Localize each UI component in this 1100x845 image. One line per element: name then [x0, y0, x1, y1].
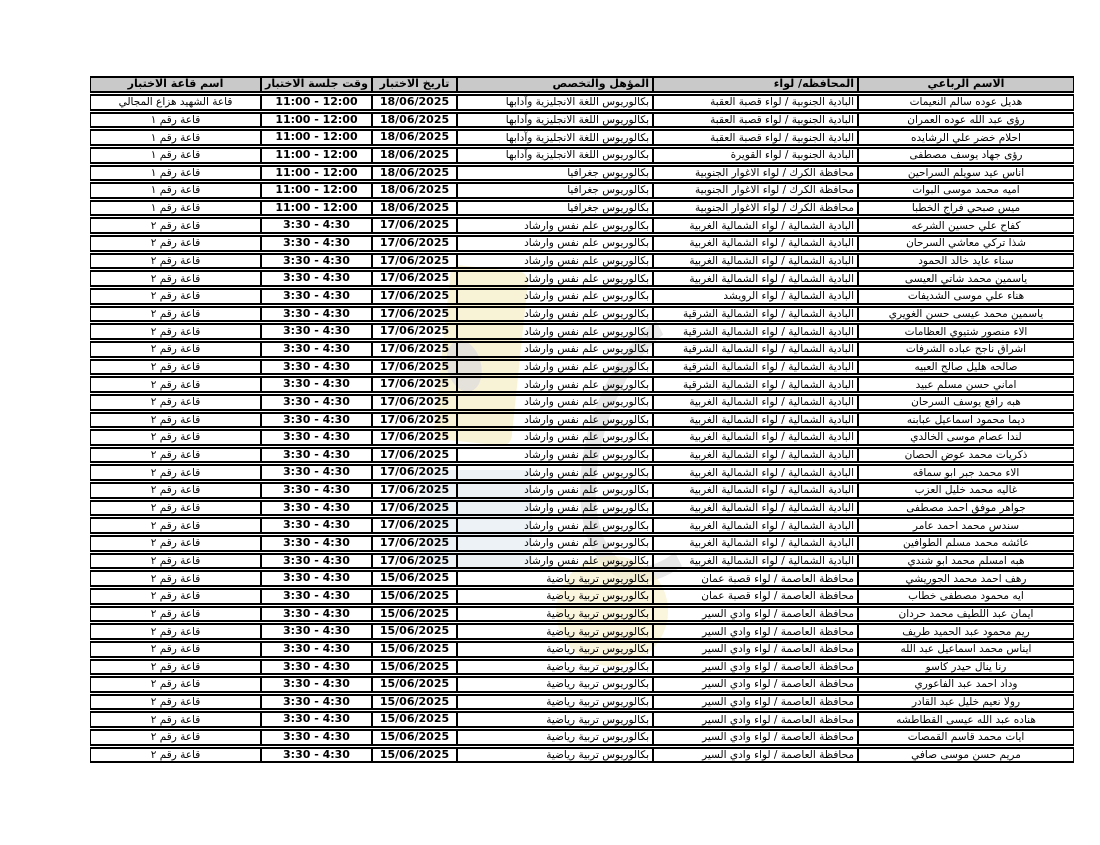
cell-qualification: بكالوريوس علم نفس وارشاد	[457, 553, 653, 570]
cell-hall: قاعة رقم ١	[90, 112, 261, 129]
cell-name: سناء عايد خالد الحمود	[858, 253, 1074, 270]
table-row	[90, 729, 1074, 746]
column-header-exam-date: تاريخ الاختبار	[372, 76, 457, 93]
cell-exam-date: 17/06/2025	[372, 482, 457, 499]
cell-exam-time: 11:00 - 12:00	[261, 129, 372, 146]
cell-exam-time: 3:30 - 4:30	[261, 606, 372, 623]
cell-name: رنا ينال حيدر كاسو	[858, 659, 1074, 676]
table-row	[90, 641, 1074, 658]
cell-name: لندا عصام موسى الخالدي	[858, 429, 1074, 446]
cell-governorate: محافظة العاصمة / لواء وادي السير	[653, 606, 858, 623]
cell-governorate: البادية الشمالية / لواء الشمالية الغربية	[653, 517, 858, 534]
cell-qualification: بكالوريوس تربية رياضية	[457, 747, 653, 764]
cell-hall: قاعة رقم ١	[90, 182, 261, 199]
column-header-name: الاسم الرباعي	[858, 76, 1074, 93]
cell-exam-date: 15/06/2025	[372, 711, 457, 728]
cell-governorate: البادية الشمالية / لواء الشمالية الشرقية	[653, 376, 858, 393]
cell-hall: قاعة رقم ٢	[90, 535, 261, 552]
table-row	[90, 412, 1074, 429]
cell-exam-date: 15/06/2025	[372, 641, 457, 658]
table-row	[90, 288, 1074, 305]
cell-name: ذكريات محمد عوض الحصان	[858, 447, 1074, 464]
table-row	[90, 341, 1074, 358]
table-row	[90, 376, 1074, 393]
cell-governorate: البادية الشمالية / لواء الشمالية الغربية	[653, 217, 858, 234]
cell-exam-time: 3:30 - 4:30	[261, 217, 372, 234]
cell-name: اشراق ناجح عباده الشرفات	[858, 341, 1074, 358]
table-row	[90, 200, 1074, 217]
cell-exam-date: 18/06/2025	[372, 147, 457, 164]
cell-name: اميه محمد موسى البوات	[858, 182, 1074, 199]
cell-governorate: البادية الشمالية / لواء الشمالية الغربية	[653, 447, 858, 464]
cell-exam-date: 17/06/2025	[372, 429, 457, 446]
cell-governorate: البادية الشمالية / لواء الشمالية الشرقية	[653, 359, 858, 376]
table-row	[90, 517, 1074, 534]
cell-governorate: البادية الشمالية / لواء الرويشد	[653, 288, 858, 305]
cell-exam-date: 17/06/2025	[372, 535, 457, 552]
cell-exam-time: 3:30 - 4:30	[261, 623, 372, 640]
cell-exam-time: 3:30 - 4:30	[261, 729, 372, 746]
cell-exam-date: 15/06/2025	[372, 606, 457, 623]
cell-name: ميس صبحي فراج الخطبا	[858, 200, 1074, 217]
cell-hall: قاعة الشهيد هزاع المجالي	[90, 94, 261, 111]
table-row	[90, 429, 1074, 446]
cell-exam-date: 17/06/2025	[372, 376, 457, 393]
cell-governorate: البادية الشمالية / لواء الشمالية الشرقية	[653, 306, 858, 323]
cell-hall: قاعة رقم ٢	[90, 606, 261, 623]
cell-hall: قاعة رقم ٢	[90, 270, 261, 287]
cell-exam-time: 3:30 - 4:30	[261, 447, 372, 464]
cell-name: رولا نعيم خليل عبد القادر	[858, 694, 1074, 711]
cell-governorate: محافظة العاصمة / لواء وادي السير	[653, 729, 858, 746]
cell-exam-time: 3:30 - 4:30	[261, 464, 372, 481]
cell-exam-date: 15/06/2025	[372, 729, 457, 746]
cell-hall: قاعة رقم ١	[90, 200, 261, 217]
cell-name: ديما محمود اسماعيل عبابنه	[858, 412, 1074, 429]
cell-exam-time: 3:30 - 4:30	[261, 288, 372, 305]
cell-qualification: بكالوريوس علم نفس وارشاد	[457, 394, 653, 411]
cell-exam-time: 3:30 - 4:30	[261, 412, 372, 429]
cell-hall: قاعة رقم ٢	[90, 341, 261, 358]
cell-governorate: محافظة الكرك / لواء الاغوار الجنوبية	[653, 182, 858, 199]
cell-hall: قاعة رقم ٢	[90, 711, 261, 728]
column-header-exam-time: وقت جلسة الاختبار	[261, 76, 372, 93]
table-row	[90, 659, 1074, 676]
cell-governorate: محافظة العاصمة / لواء وادي السير	[653, 659, 858, 676]
cell-exam-date: 17/06/2025	[372, 217, 457, 234]
cell-governorate: البادية الشمالية / لواء الشمالية الغربية	[653, 394, 858, 411]
cell-name: رؤى جهاد يوسف مصطفى	[858, 147, 1074, 164]
table-row	[90, 464, 1074, 481]
cell-name: رهف احمد محمد الجوريشي	[858, 570, 1074, 587]
cell-governorate: البادية الجنوبية / لواء قصبة العقبة	[653, 112, 858, 129]
cell-exam-date: 17/06/2025	[372, 359, 457, 376]
cell-exam-time: 3:30 - 4:30	[261, 306, 372, 323]
table-row	[90, 500, 1074, 517]
cell-qualification: بكالوريوس علم نفس وارشاد	[457, 306, 653, 323]
cell-exam-time: 3:30 - 4:30	[261, 694, 372, 711]
cell-hall: قاعة رقم ٢	[90, 235, 261, 252]
cell-hall: قاعة رقم ٢	[90, 570, 261, 587]
cell-hall: قاعة رقم ٢	[90, 359, 261, 376]
cell-name: اناس عيد سويلم السراحين	[858, 165, 1074, 182]
cell-name: الاء محمد جبر ابو سماقه	[858, 464, 1074, 481]
cell-hall: قاعة رقم ٢	[90, 623, 261, 640]
table-body	[90, 94, 1074, 763]
cell-qualification: بكالوريوس علم نفس وارشاد	[457, 376, 653, 393]
cell-exam-time: 3:30 - 4:30	[261, 500, 372, 517]
cell-hall: قاعة رقم ٢	[90, 323, 261, 340]
cell-name: هناده عبد الله عيسى القطاطشه	[858, 711, 1074, 728]
cell-hall: قاعة رقم ٢	[90, 553, 261, 570]
cell-exam-time: 3:30 - 4:30	[261, 270, 372, 287]
cell-qualification: بكالوريوس علم نفس وارشاد	[457, 482, 653, 499]
cell-exam-date: 17/06/2025	[372, 412, 457, 429]
cell-exam-time: 3:30 - 4:30	[261, 659, 372, 676]
cell-qualification: بكالوريوس علم نفس وارشاد	[457, 288, 653, 305]
cell-exam-date: 17/06/2025	[372, 447, 457, 464]
cell-exam-date: 17/06/2025	[372, 323, 457, 340]
cell-qualification: بكالوريوس تربية رياضية	[457, 711, 653, 728]
cell-hall: قاعة رقم ٢	[90, 288, 261, 305]
cell-name: ريم محمود عبد الحميد طريف	[858, 623, 1074, 640]
cell-name: ايه محمود مصطفى خطاب	[858, 588, 1074, 605]
column-header-governorate: المحافظه/ لواء	[653, 76, 858, 93]
cell-hall: قاعة رقم ٢	[90, 659, 261, 676]
cell-exam-time: 3:30 - 4:30	[261, 711, 372, 728]
cell-qualification: بكالوريوس اللغة الانجليزية وآدابها	[457, 129, 653, 146]
cell-hall: قاعة رقم ٢	[90, 394, 261, 411]
cell-exam-time: 3:30 - 4:30	[261, 482, 372, 499]
cell-qualification: بكالوريوس جغرافيا	[457, 165, 653, 182]
cell-hall: قاعة رقم ٢	[90, 482, 261, 499]
cell-governorate: محافظة الكرك / لواء الاغوار الجنوبية	[653, 200, 858, 217]
cell-exam-time: 11:00 - 12:00	[261, 94, 372, 111]
table-row	[90, 323, 1074, 340]
cell-exam-time: 3:30 - 4:30	[261, 747, 372, 764]
table-row	[90, 112, 1074, 129]
cell-name: هناء علي موسى الشديفات	[858, 288, 1074, 305]
cell-qualification: بكالوريوس تربية رياضية	[457, 659, 653, 676]
cell-qualification: بكالوريوس علم نفس وارشاد	[457, 535, 653, 552]
cell-governorate: البادية الشمالية / لواء الشمالية الغربية	[653, 500, 858, 517]
cell-governorate: محافظة العاصمة / لواء وادي السير	[653, 694, 858, 711]
cell-governorate: محافظة العاصمة / لواء قصبة عمان	[653, 570, 858, 587]
cell-name: الاء منصور شتيوي العظامات	[858, 323, 1074, 340]
cell-hall: قاعة رقم ٢	[90, 747, 261, 764]
cell-exam-date: 18/06/2025	[372, 94, 457, 111]
cell-hall: قاعة رقم ٢	[90, 253, 261, 270]
cell-qualification: بكالوريوس تربية رياضية	[457, 570, 653, 587]
cell-exam-date: 17/06/2025	[372, 500, 457, 517]
table-row	[90, 94, 1074, 111]
cell-qualification: بكالوريوس تربية رياضية	[457, 676, 653, 693]
table-row	[90, 535, 1074, 552]
cell-qualification: بكالوريوس تربية رياضية	[457, 641, 653, 658]
cell-governorate: محافظة العاصمة / لواء وادي السير	[653, 641, 858, 658]
table-header-row	[90, 76, 1074, 93]
table-row	[90, 694, 1074, 711]
cell-exam-time: 3:30 - 4:30	[261, 517, 372, 534]
cell-qualification: بكالوريوس اللغة الانجليزية وآدابها	[457, 147, 653, 164]
cell-hall: قاعة رقم ١	[90, 129, 261, 146]
cell-hall: قاعة رقم ٢	[90, 500, 261, 517]
cell-name: مريم حسن موسى صافي	[858, 747, 1074, 764]
cell-governorate: البادية الجنوبية / لواء قصبة العقبة	[653, 94, 858, 111]
cell-hall: قاعة رقم ٢	[90, 694, 261, 711]
cell-governorate: البادية الشمالية / لواء الشمالية الغربية	[653, 535, 858, 552]
cell-qualification: بكالوريوس علم نفس وارشاد	[457, 270, 653, 287]
cell-exam-time: 11:00 - 12:00	[261, 165, 372, 182]
cell-exam-date: 18/06/2025	[372, 200, 457, 217]
cell-qualification: بكالوريوس تربية رياضية	[457, 588, 653, 605]
cell-name: ايناس محمد اسماعيل عبد الله	[858, 641, 1074, 658]
cell-name: احلام خضر علي الرشايده	[858, 129, 1074, 146]
cell-exam-date: 17/06/2025	[372, 270, 457, 287]
table-row	[90, 235, 1074, 252]
cell-governorate: البادية الشمالية / لواء الشمالية الغربية	[653, 482, 858, 499]
cell-exam-time: 3:30 - 4:30	[261, 553, 372, 570]
cell-exam-date: 17/06/2025	[372, 517, 457, 534]
cell-exam-time: 3:30 - 4:30	[261, 235, 372, 252]
table-row	[90, 129, 1074, 146]
cell-hall: قاعة رقم ١	[90, 147, 261, 164]
cell-exam-date: 15/06/2025	[372, 588, 457, 605]
cell-exam-date: 18/06/2025	[372, 129, 457, 146]
table-row	[90, 711, 1074, 728]
cell-hall: قاعة رقم ٢	[90, 376, 261, 393]
cell-governorate: البادية الجنوبية / لواء القويرة	[653, 147, 858, 164]
cell-qualification: بكالوريوس تربية رياضية	[457, 694, 653, 711]
cell-qualification: بكالوريوس جغرافيا	[457, 200, 653, 217]
cell-governorate: البادية الشمالية / لواء الشمالية الغربية	[653, 235, 858, 252]
cell-name: ياسمين محمد عيسى حسن الغويري	[858, 306, 1074, 323]
cell-governorate: البادية الشمالية / لواء الشمالية الشرقية	[653, 323, 858, 340]
cell-name: هبه امسلم محمد ابو شندي	[858, 553, 1074, 570]
cell-exam-time: 11:00 - 12:00	[261, 147, 372, 164]
cell-name: وداد احمد عبد الفاعوري	[858, 676, 1074, 693]
cell-exam-time: 3:30 - 4:30	[261, 535, 372, 552]
cell-name: سندس محمد احمد عامر	[858, 517, 1074, 534]
cell-qualification: بكالوريوس علم نفس وارشاد	[457, 341, 653, 358]
cell-exam-time: 3:30 - 4:30	[261, 429, 372, 446]
table-row	[90, 359, 1074, 376]
cell-hall: قاعة رقم ٢	[90, 464, 261, 481]
table-row	[90, 253, 1074, 270]
cell-exam-time: 3:30 - 4:30	[261, 641, 372, 658]
cell-exam-date: 15/06/2025	[372, 623, 457, 640]
cell-exam-date: 18/06/2025	[372, 182, 457, 199]
cell-governorate: محافظة العاصمة / لواء قصبة عمان	[653, 588, 858, 605]
cell-governorate: محافظة العاصمة / لواء وادي السير	[653, 623, 858, 640]
cell-qualification: بكالوريوس علم نفس وارشاد	[457, 359, 653, 376]
cell-exam-time: 3:30 - 4:30	[261, 341, 372, 358]
cell-name: غاليه محمد خليل العزب	[858, 482, 1074, 499]
cell-exam-date: 18/06/2025	[372, 112, 457, 129]
cell-hall: قاعة رقم ٢	[90, 306, 261, 323]
cell-name: ايات محمد قاسم القمصات	[858, 729, 1074, 746]
cell-qualification: بكالوريوس علم نفس وارشاد	[457, 235, 653, 252]
cell-qualification: بكالوريوس علم نفس وارشاد	[457, 412, 653, 429]
cell-hall: قاعة رقم ٢	[90, 447, 261, 464]
cell-qualification: بكالوريوس جغرافيا	[457, 182, 653, 199]
column-header-qualification: المؤهل والتخصص	[457, 76, 653, 93]
cell-name: ياسمين محمد شاتي العيسى	[858, 270, 1074, 287]
cell-name: هديل عوده سالم النعيمات	[858, 94, 1074, 111]
cell-exam-time: 3:30 - 4:30	[261, 323, 372, 340]
cell-qualification: بكالوريوس علم نفس وارشاد	[457, 517, 653, 534]
exam-schedule-table	[90, 75, 1074, 764]
cell-governorate: محافظة العاصمة / لواء وادي السير	[653, 711, 858, 728]
table-row	[90, 482, 1074, 499]
cell-exam-time: 3:30 - 4:30	[261, 394, 372, 411]
table-row	[90, 588, 1074, 605]
cell-qualification: بكالوريوس اللغة الانجليزية وآدابها	[457, 112, 653, 129]
cell-exam-date: 15/06/2025	[372, 676, 457, 693]
cell-exam-time: 11:00 - 12:00	[261, 182, 372, 199]
cell-exam-time: 3:30 - 4:30	[261, 676, 372, 693]
table-row	[90, 217, 1074, 234]
cell-hall: قاعة رقم ٢	[90, 729, 261, 746]
cell-hall: قاعة رقم ٢	[90, 676, 261, 693]
cell-hall: قاعة رقم ٢	[90, 641, 261, 658]
cell-exam-time: 11:00 - 12:00	[261, 200, 372, 217]
cell-exam-time: 3:30 - 4:30	[261, 253, 372, 270]
cell-name: صالحه هليل صالح العبيه	[858, 359, 1074, 376]
cell-exam-time: 3:30 - 4:30	[261, 588, 372, 605]
cell-hall: قاعة رقم ٢	[90, 517, 261, 534]
table-row	[90, 394, 1074, 411]
cell-name: جواهر موفق احمد مصطفى	[858, 500, 1074, 517]
cell-hall: قاعة رقم ٢	[90, 588, 261, 605]
cell-governorate: محافظة العاصمة / لواء وادي السير	[653, 747, 858, 764]
table-row	[90, 306, 1074, 323]
cell-hall: قاعة رقم ٢	[90, 217, 261, 234]
cell-exam-time: 11:00 - 12:00	[261, 112, 372, 129]
cell-exam-date: 17/06/2025	[372, 306, 457, 323]
cell-exam-date: 17/06/2025	[372, 553, 457, 570]
table-row	[90, 747, 1074, 764]
cell-exam-time: 3:30 - 4:30	[261, 376, 372, 393]
table-row	[90, 623, 1074, 640]
cell-exam-date: 15/06/2025	[372, 570, 457, 587]
cell-exam-date: 17/06/2025	[372, 464, 457, 481]
cell-exam-date: 17/06/2025	[372, 253, 457, 270]
cell-governorate: محافظة الكرك / لواء الاغوار الجنوبية	[653, 165, 858, 182]
table-row	[90, 270, 1074, 287]
cell-governorate: محافظة العاصمة / لواء وادي السير	[653, 676, 858, 693]
cell-name: عائشه محمد مسلم الطوافين	[858, 535, 1074, 552]
cell-hall: قاعة رقم ٢	[90, 412, 261, 429]
cell-name: اماني حسن مسلم عبيد	[858, 376, 1074, 393]
cell-hall: قاعة رقم ٢	[90, 429, 261, 446]
cell-qualification: بكالوريوس اللغة الانجليزية وآدابها	[457, 94, 653, 111]
table-row	[90, 676, 1074, 693]
cell-exam-date: 18/06/2025	[372, 165, 457, 182]
cell-name: رؤى عبد الله عوده العمران	[858, 112, 1074, 129]
table-row	[90, 182, 1074, 199]
cell-qualification: بكالوريوس علم نفس وارشاد	[457, 464, 653, 481]
table-row	[90, 606, 1074, 623]
cell-exam-time: 3:30 - 4:30	[261, 359, 372, 376]
cell-qualification: بكالوريوس تربية رياضية	[457, 623, 653, 640]
cell-qualification: بكالوريوس علم نفس وارشاد	[457, 253, 653, 270]
cell-name: هبه رافع يوسف السرحان	[858, 394, 1074, 411]
cell-governorate: البادية الشمالية / لواء الشمالية الغربية	[653, 429, 858, 446]
table-row	[90, 147, 1074, 164]
cell-qualification: بكالوريوس علم نفس وارشاد	[457, 217, 653, 234]
column-header-hall: اسم قاعة الاختبار	[90, 76, 261, 93]
cell-qualification: بكالوريوس علم نفس وارشاد	[457, 500, 653, 517]
cell-exam-date: 17/06/2025	[372, 341, 457, 358]
cell-hall: قاعة رقم ١	[90, 165, 261, 182]
cell-exam-time: 3:30 - 4:30	[261, 570, 372, 587]
cell-qualification: بكالوريوس علم نفس وارشاد	[457, 323, 653, 340]
cell-qualification: بكالوريوس علم نفس وارشاد	[457, 447, 653, 464]
cell-exam-date: 17/06/2025	[372, 235, 457, 252]
cell-name: ايمان عبد اللطيف محمد حردان	[858, 606, 1074, 623]
cell-exam-date: 17/06/2025	[372, 394, 457, 411]
cell-qualification: بكالوريوس تربية رياضية	[457, 729, 653, 746]
cell-name: كفاح علي حسين الشرعه	[858, 217, 1074, 234]
cell-governorate: البادية الشمالية / لواء الشمالية الغربية	[653, 270, 858, 287]
cell-governorate: البادية الجنوبية / لواء قصبة العقبة	[653, 129, 858, 146]
cell-qualification: بكالوريوس تربية رياضية	[457, 606, 653, 623]
cell-governorate: البادية الشمالية / لواء الشمالية الغربية	[653, 553, 858, 570]
cell-governorate: البادية الشمالية / لواء الشمالية الغربية	[653, 464, 858, 481]
cell-exam-date: 15/06/2025	[372, 694, 457, 711]
cell-name: شذا تركي معاشي السرحان	[858, 235, 1074, 252]
table-row	[90, 570, 1074, 587]
cell-governorate: البادية الشمالية / لواء الشمالية الشرقية	[653, 341, 858, 358]
cell-exam-date: 15/06/2025	[372, 659, 457, 676]
cell-exam-date: 17/06/2025	[372, 288, 457, 305]
cell-exam-date: 15/06/2025	[372, 747, 457, 764]
table-row	[90, 447, 1074, 464]
cell-governorate: البادية الشمالية / لواء الشمالية الغربية	[653, 253, 858, 270]
cell-governorate: البادية الشمالية / لواء الشمالية الغربية	[653, 412, 858, 429]
table-row	[90, 165, 1074, 182]
table-row	[90, 553, 1074, 570]
cell-qualification: بكالوريوس علم نفس وارشاد	[457, 429, 653, 446]
